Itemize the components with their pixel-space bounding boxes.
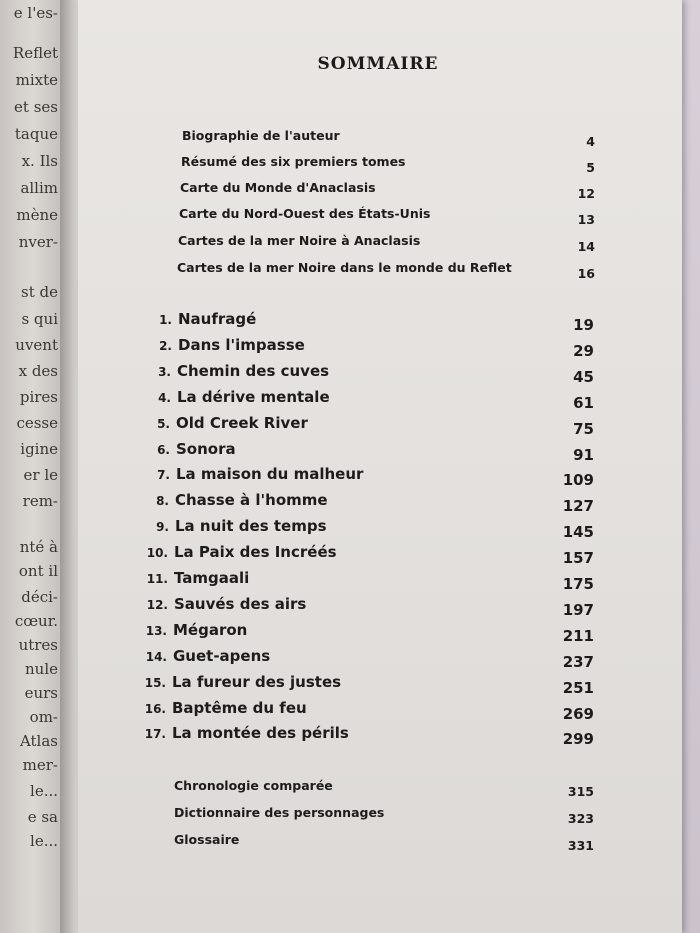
toc-entry-label: Tamgaali xyxy=(174,569,250,587)
toc-page-number: 5 xyxy=(586,160,595,175)
toc-entry xyxy=(78,569,678,593)
chapter-number: 8. xyxy=(156,494,169,509)
toc-entry-label: La montée des périls xyxy=(172,724,349,743)
toc-page-number: 127 xyxy=(562,497,594,516)
toc-page-number: 315 xyxy=(567,784,594,799)
toc-entry-label: Guet-apens xyxy=(173,646,271,665)
toc-page-number: 269 xyxy=(562,704,594,723)
toc-page-number: 16 xyxy=(577,266,595,281)
left-page-text-fragment: Atlas xyxy=(19,732,58,750)
toc-entry-label: Chasse à l'homme xyxy=(175,491,328,510)
chapter-number: 12. xyxy=(146,597,168,612)
toc-page-number: 19 xyxy=(573,316,594,334)
left-page-text-fragment: nté à xyxy=(19,538,58,556)
chapter-number: 4. xyxy=(158,390,171,405)
toc-entry-label: La dérive mentale xyxy=(177,387,330,406)
toc-entry-label: Mégaron xyxy=(173,620,248,639)
chapter-number: 7. xyxy=(157,468,170,483)
chapter-number: 13. xyxy=(145,623,167,638)
toc-entry xyxy=(78,414,678,438)
toc-entry-label: Sonora xyxy=(176,439,236,458)
left-page-text-fragment: st de xyxy=(21,283,58,301)
toc-entry xyxy=(78,233,678,257)
chapter-number: 15. xyxy=(144,675,166,690)
toc-page-number: 211 xyxy=(562,626,594,645)
toc-entry xyxy=(78,778,678,802)
toc-page-number: 145 xyxy=(562,523,594,542)
toc-page-number: 13 xyxy=(577,212,595,227)
left-page-text-fragment: cesse xyxy=(16,414,58,432)
left-page-text-fragment: et ses xyxy=(14,98,58,116)
toc-entry xyxy=(78,440,678,464)
toc-page-number: 4 xyxy=(586,134,595,149)
left-page-text-fragment: mène xyxy=(16,206,58,224)
left-page-text-fragment: le... xyxy=(30,782,58,800)
toc-page-number: 109 xyxy=(562,471,594,490)
toc-entry-label: Chronologie comparée xyxy=(174,778,333,793)
left-page-text-fragment: e sa xyxy=(27,808,58,826)
toc-entry-label: Sauvés des airs xyxy=(174,594,307,613)
toc-page-number: 237 xyxy=(562,652,594,671)
left-page-text-fragment: igine xyxy=(20,440,58,458)
toc-entry-label: Dictionnaire des personnages xyxy=(174,805,385,820)
left-page-text-fragment: utres xyxy=(18,636,58,654)
toc-entry xyxy=(78,388,678,412)
toc-entry-label: Chemin des cuves xyxy=(177,361,330,380)
toc-entry xyxy=(78,491,678,515)
left-page-text-fragment: er le xyxy=(23,466,58,484)
left-page-text-fragment: mer- xyxy=(22,756,58,774)
toc-page-number: 251 xyxy=(562,678,594,697)
left-page-text-fragment: s qui xyxy=(21,310,58,328)
toc-entry xyxy=(78,260,678,284)
toc-page-number: 175 xyxy=(562,575,594,593)
left-page-text-fragment: cœur. xyxy=(14,612,58,630)
toc-entry-label: La nuit des temps xyxy=(175,517,327,536)
toc-entry-label: La maison du malheur xyxy=(176,465,364,484)
chapter-number: 6. xyxy=(157,442,170,457)
toc-entry xyxy=(78,154,678,178)
left-page-text-fragment: allim xyxy=(20,179,58,197)
toc-page-number: 197 xyxy=(562,600,594,619)
toc-page-number: 331 xyxy=(567,838,594,853)
toc-entry xyxy=(78,595,678,619)
left-page-text-fragment: mixte xyxy=(15,71,58,89)
left-page-text-fragment: eurs xyxy=(24,684,58,702)
toc-entry-label: Baptême du feu xyxy=(172,698,307,717)
left-page-text-fragment: nver- xyxy=(18,233,58,251)
toc-entry-label: Biographie de l'auteur xyxy=(182,128,340,143)
page-title: SOMMAIRE xyxy=(317,54,439,74)
left-page-text-fragment: x des xyxy=(18,362,58,380)
left-page-text-fragment: rem- xyxy=(22,492,58,510)
chapter-number: 17. xyxy=(144,727,166,742)
left-page-text-fragment: Reflet xyxy=(12,44,58,62)
toc-entry xyxy=(78,206,678,230)
toc-entry xyxy=(78,128,678,152)
chapter-number: 3. xyxy=(158,364,171,379)
right-page xyxy=(78,0,682,933)
toc-entry xyxy=(78,724,678,748)
toc-entry-label: La fureur des justes xyxy=(172,672,342,691)
toc-entry xyxy=(78,336,678,360)
toc-entry-label: Carte du Monde d'Anaclasis xyxy=(180,180,376,195)
toc-entry-label: Glossaire xyxy=(174,832,240,847)
left-page-text-fragment: uvent xyxy=(15,336,58,354)
left-page-text-fragment: pires xyxy=(19,388,58,406)
left-page-text-fragment: nule xyxy=(25,660,58,678)
toc-entry xyxy=(78,180,678,204)
toc-page-number: 323 xyxy=(567,811,594,826)
toc-entry xyxy=(78,517,678,541)
toc-entry xyxy=(78,465,678,489)
left-page-text-fragment: x. Ils xyxy=(21,152,58,170)
toc-entry xyxy=(78,699,678,723)
chapter-number: 10. xyxy=(146,546,168,561)
toc-entry xyxy=(78,832,678,856)
toc-page-number: 75 xyxy=(573,419,594,438)
toc-entry-label: Dans l'impasse xyxy=(178,335,305,354)
left-page-text-fragment: le... xyxy=(30,832,58,850)
toc-entry xyxy=(78,805,678,829)
toc-entry-label: La Paix des Incréés xyxy=(174,543,337,562)
toc-page-number: 91 xyxy=(573,445,594,464)
left-page-text-fragment: ont il xyxy=(18,562,58,580)
chapter-number: 16. xyxy=(144,701,166,716)
toc-page-number: 61 xyxy=(573,393,594,412)
toc-page-number: 299 xyxy=(562,730,594,749)
toc-entry-label: Résumé des six premiers tomes xyxy=(181,154,406,169)
left-page-text-fragment: taque xyxy=(14,125,58,143)
toc-entry xyxy=(78,310,678,334)
toc-page-number: 157 xyxy=(562,549,594,568)
left-page-text-fragment: déci- xyxy=(21,588,58,606)
left-page-text-fragment: om- xyxy=(29,708,58,726)
toc-page-number: 14 xyxy=(577,239,595,254)
toc-page-number: 29 xyxy=(573,341,594,360)
toc-entry-label: Carte du Nord-Ouest des États-Unis xyxy=(179,206,431,221)
chapter-number: 2. xyxy=(159,338,172,353)
left-page-text-fragment: e l'es- xyxy=(13,4,58,22)
toc-entry xyxy=(78,543,678,567)
chapter-number: 1. xyxy=(159,313,172,327)
chapter-number: 9. xyxy=(156,520,169,535)
chapter-number: 5. xyxy=(157,416,170,431)
toc-entry xyxy=(78,673,678,697)
toc-entry xyxy=(78,362,678,386)
toc-entry-label: Cartes de la mer Noire dans le monde du Reflet xyxy=(177,260,512,275)
toc-entry-label: Old Creek River xyxy=(176,413,308,432)
toc-entry xyxy=(78,621,678,645)
toc-entry xyxy=(78,647,678,671)
toc-page-number: 45 xyxy=(573,367,594,386)
toc-entry-label: Naufragé xyxy=(178,310,257,328)
toc-entry-label: Cartes de la mer Noire à Anaclasis xyxy=(178,233,421,248)
chapter-number: 11. xyxy=(146,572,168,586)
toc-page-number: 12 xyxy=(577,186,595,201)
chapter-number: 14. xyxy=(145,649,167,664)
